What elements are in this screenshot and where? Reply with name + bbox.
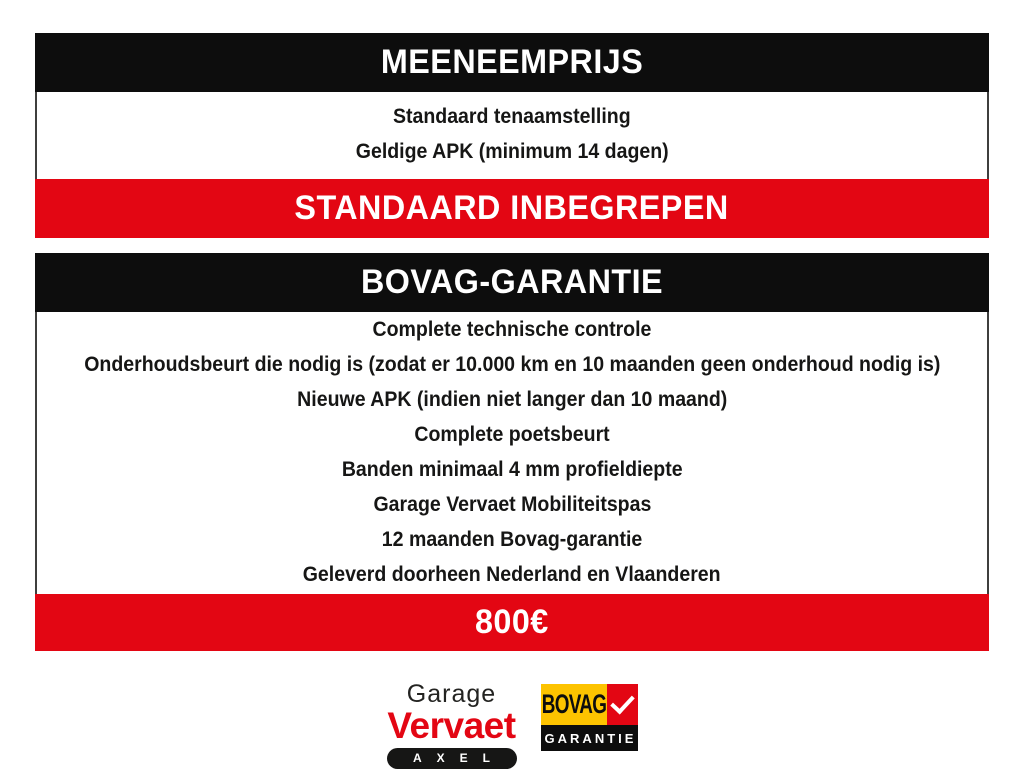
bovag-garantie-block (35, 253, 989, 651)
garage-logo-top-label: Garage (406, 680, 497, 708)
bovag-garantie-logo (541, 684, 638, 751)
standaard-inbegrepen-banner (35, 179, 989, 238)
meeneemprijs-title: MEENEEMPRIJS (380, 43, 644, 81)
garantie-line: Garage Vervaet Mobiliteitspas (373, 493, 651, 516)
garantie-line: Geleverd doorheen Nederland en Vlaanderen (303, 563, 721, 586)
bovag-logo-red-panel (607, 684, 638, 725)
bovag-logo-bottom-bar (541, 725, 638, 751)
garantie-line: Onderhoudsbeurt die nodig is (zodat er 10.000 km en 10 maanden geen onderhoud nodig is) (83, 353, 941, 376)
bovag-logo-subtitle-label: GARANTIE (544, 730, 637, 746)
meeneemprijs-body (35, 92, 989, 179)
meeneemprijs-line: Standaard tenaamstelling (393, 105, 631, 128)
bovag-logo-top (541, 684, 638, 725)
meeneemprijs-line: Geldige APK (minimum 14 dagen) (355, 140, 669, 163)
meeneemprijs-block (35, 33, 989, 238)
price-value: 800€ (475, 603, 549, 641)
meeneemprijs-header (35, 33, 989, 92)
garantie-line: Banden minimaal 4 mm profieldiepte (341, 458, 683, 481)
garantie-line: 12 maanden Bovag-garantie (381, 528, 643, 551)
bovag-garantie-header (35, 253, 989, 312)
garantie-line: Complete technische controle (372, 318, 652, 341)
standaard-inbegrepen-label: STANDAARD INBEGREPEN (294, 189, 730, 227)
checkmark-icon (610, 690, 635, 715)
garage-logo-name-label: Vervaet (387, 705, 516, 746)
garantie-line: Nieuwe APK (indien niet langer dan 10 maand) (296, 388, 728, 411)
garantie-line: Complete poetsbeurt (414, 423, 610, 446)
bovag-garantie-body (35, 312, 989, 594)
price-banner (35, 594, 989, 651)
bovag-garantie-title: BOVAG-GARANTIE (360, 263, 664, 301)
footer-logos (35, 682, 989, 769)
garage-logo-city-badge: AXEL (387, 748, 517, 769)
block-divider (35, 238, 989, 253)
bovag-logo-name-label: BOVAG (541, 689, 606, 719)
bovag-logo-yellow-panel (541, 684, 607, 725)
garage-vervaet-logo (387, 682, 517, 769)
